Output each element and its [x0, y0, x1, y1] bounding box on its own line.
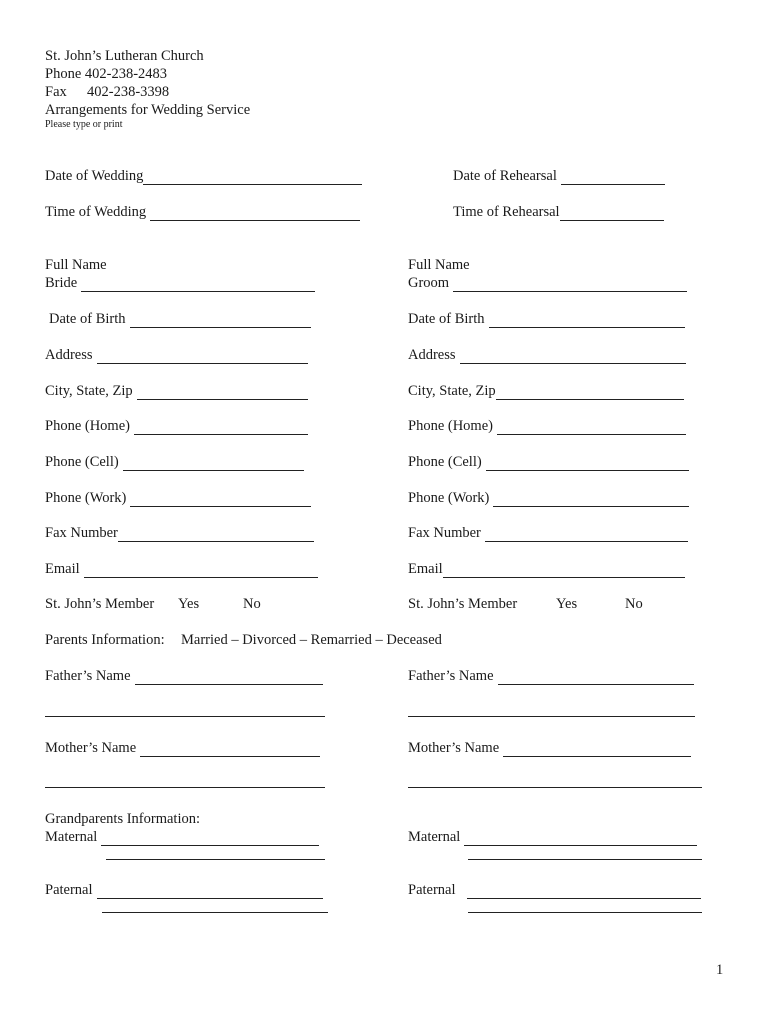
groom-father-extra-line[interactable] [408, 716, 695, 717]
groom-member-no-option[interactable]: No [625, 596, 643, 612]
groom-paternal-line[interactable] [467, 884, 701, 899]
bride-paternal-line[interactable] [97, 884, 323, 899]
bride-address-field[interactable] [45, 346, 308, 364]
bride-member-label: St. John’s Member [45, 596, 155, 612]
bride-phone-work-field[interactable] [45, 489, 311, 507]
groom-phone-work-label: Phone (Work) [408, 490, 490, 506]
groom-fax-label: Fax Number [408, 525, 481, 541]
wedding-time-line[interactable] [150, 206, 360, 221]
church-fax-label: Fax [45, 84, 67, 100]
groom-paternal-label: Paternal [408, 882, 456, 898]
bride-city-line[interactable] [137, 385, 308, 400]
groom-dob-line[interactable] [489, 313, 685, 328]
bride-fax-line[interactable] [118, 527, 314, 542]
bride-full-name-label: Full Name [45, 257, 107, 273]
bride-maternal-line[interactable] [101, 831, 319, 846]
bride-email-field[interactable] [45, 560, 318, 578]
bride-paternal-extra-line[interactable] [102, 912, 328, 913]
parents-status-options[interactable]: Married – Divorced – Remarried – Deceased [181, 632, 442, 648]
groom-dob-label: Date of Birth [408, 311, 485, 327]
rehearsal-date-field[interactable] [453, 167, 665, 185]
page-number: 1 [716, 962, 724, 978]
bride-label: Bride [45, 275, 78, 291]
wedding-date-line[interactable] [143, 170, 362, 185]
groom-maternal-extra-line[interactable] [468, 859, 702, 860]
wedding-time-label: Time of Wedding [45, 204, 147, 220]
bride-address-line[interactable] [97, 349, 308, 364]
bride-mother-field[interactable] [45, 739, 320, 757]
groom-maternal-line[interactable] [464, 831, 697, 846]
bride-phone-work-line[interactable] [130, 492, 311, 507]
rehearsal-date-label: Date of Rehearsal [453, 168, 557, 184]
rehearsal-time-label: Time of Rehearsal [453, 204, 560, 220]
bride-father-extra-line[interactable] [45, 716, 325, 717]
groom-phone-cell-field[interactable] [408, 453, 689, 471]
bride-name-field[interactable] [45, 274, 315, 292]
groom-phone-home-line[interactable] [497, 420, 686, 435]
groom-father-line[interactable] [498, 670, 694, 685]
bride-father-field[interactable] [45, 667, 323, 685]
groom-email-line[interactable] [443, 563, 685, 578]
bride-phone-cell-field[interactable] [45, 453, 304, 471]
groom-phone-home-field[interactable] [408, 417, 686, 435]
groom-father-field[interactable] [408, 667, 694, 685]
bride-member-yes-option[interactable]: Yes [178, 596, 200, 612]
groom-paternal-extra-line[interactable] [468, 912, 702, 913]
groom-member-yes-option[interactable]: Yes [556, 596, 578, 612]
wedding-date-field[interactable] [45, 167, 362, 185]
rehearsal-time-line[interactable] [560, 206, 664, 221]
church-name: St. John’s Lutheran Church [45, 48, 204, 64]
bride-member-no-option[interactable]: No [243, 596, 261, 612]
bride-phone-work-label: Phone (Work) [45, 490, 127, 506]
groom-mother-label: Mother’s Name [408, 740, 500, 756]
groom-mother-field[interactable] [408, 739, 691, 757]
groom-dob-field[interactable] [408, 310, 685, 328]
groom-phone-cell-label: Phone (Cell) [408, 454, 482, 470]
groom-city-line[interactable] [496, 385, 684, 400]
wedding-date-label: Date of Wedding [45, 168, 144, 184]
groom-email-label: Email [408, 561, 443, 577]
bride-city-field[interactable] [45, 382, 308, 400]
form-instruction: Please type or print [45, 119, 123, 130]
church-fax-number: 402-238-3398 [87, 84, 170, 100]
groom-name-field[interactable] [408, 274, 687, 292]
rehearsal-date-line[interactable] [561, 170, 665, 185]
bride-maternal-extra-line[interactable] [106, 859, 325, 860]
bride-email-label: Email [45, 561, 80, 577]
groom-address-line[interactable] [460, 349, 686, 364]
bride-fax-label: Fax Number [45, 525, 118, 541]
groom-full-name-label: Full Name [408, 257, 470, 273]
bride-mother-line[interactable] [140, 742, 320, 757]
bride-maternal-field[interactable] [45, 828, 319, 846]
bride-phone-home-label: Phone (Home) [45, 418, 130, 434]
groom-maternal-label: Maternal [408, 829, 461, 845]
bride-phone-cell-label: Phone (Cell) [45, 454, 119, 470]
bride-city-label: City, State, Zip [45, 383, 133, 399]
groom-father-label: Father’s Name [408, 668, 494, 684]
groom-mother-line[interactable] [503, 742, 691, 757]
bride-name-line[interactable] [81, 277, 315, 292]
bride-phone-cell-line[interactable] [123, 456, 304, 471]
groom-paternal-field[interactable] [408, 881, 701, 899]
bride-address-label: Address [45, 347, 93, 363]
groom-city-field[interactable] [408, 382, 684, 400]
church-phone: Phone 402-238-2483 [45, 66, 168, 82]
groom-email-field[interactable] [408, 560, 685, 578]
parents-heading: Parents Information: [45, 632, 165, 648]
bride-maternal-label: Maternal [45, 829, 98, 845]
bride-mother-label: Mother’s Name [45, 740, 137, 756]
groom-phone-work-field[interactable] [408, 489, 689, 507]
bride-phone-home-line[interactable] [134, 420, 308, 435]
groom-fax-line[interactable] [485, 527, 688, 542]
bride-email-line[interactable] [84, 563, 318, 578]
bride-paternal-label: Paternal [45, 882, 93, 898]
grandparents-heading: Grandparents Information: [45, 811, 201, 827]
bride-phone-home-field[interactable] [45, 417, 308, 435]
bride-paternal-field[interactable] [45, 881, 323, 899]
groom-phone-work-line[interactable] [493, 492, 689, 507]
bride-dob-line[interactable] [130, 313, 311, 328]
bride-dob-field[interactable] [49, 310, 311, 328]
groom-member-label: St. John’s Member [408, 596, 518, 612]
groom-maternal-field[interactable] [408, 828, 697, 846]
groom-name-line[interactable] [453, 277, 687, 292]
groom-address-label: Address [408, 347, 456, 363]
groom-address-field[interactable] [408, 346, 686, 364]
bride-dob-label: Date of Birth [49, 311, 126, 327]
bride-father-label: Father’s Name [45, 668, 131, 684]
groom-phone-home-label: Phone (Home) [408, 418, 493, 434]
bride-mother-extra-line[interactable] [45, 787, 325, 788]
bride-father-line[interactable] [135, 670, 323, 685]
groom-label: Groom [408, 275, 450, 291]
wedding-time-field[interactable] [45, 203, 360, 221]
form-title: Arrangements for Wedding Service [45, 102, 251, 118]
rehearsal-time-field[interactable] [453, 203, 664, 221]
groom-fax-field[interactable] [408, 524, 688, 542]
groom-mother-extra-line[interactable] [408, 787, 702, 788]
groom-phone-cell-line[interactable] [486, 456, 689, 471]
bride-fax-field[interactable] [45, 524, 314, 542]
groom-city-label: City, State, Zip [408, 383, 496, 399]
